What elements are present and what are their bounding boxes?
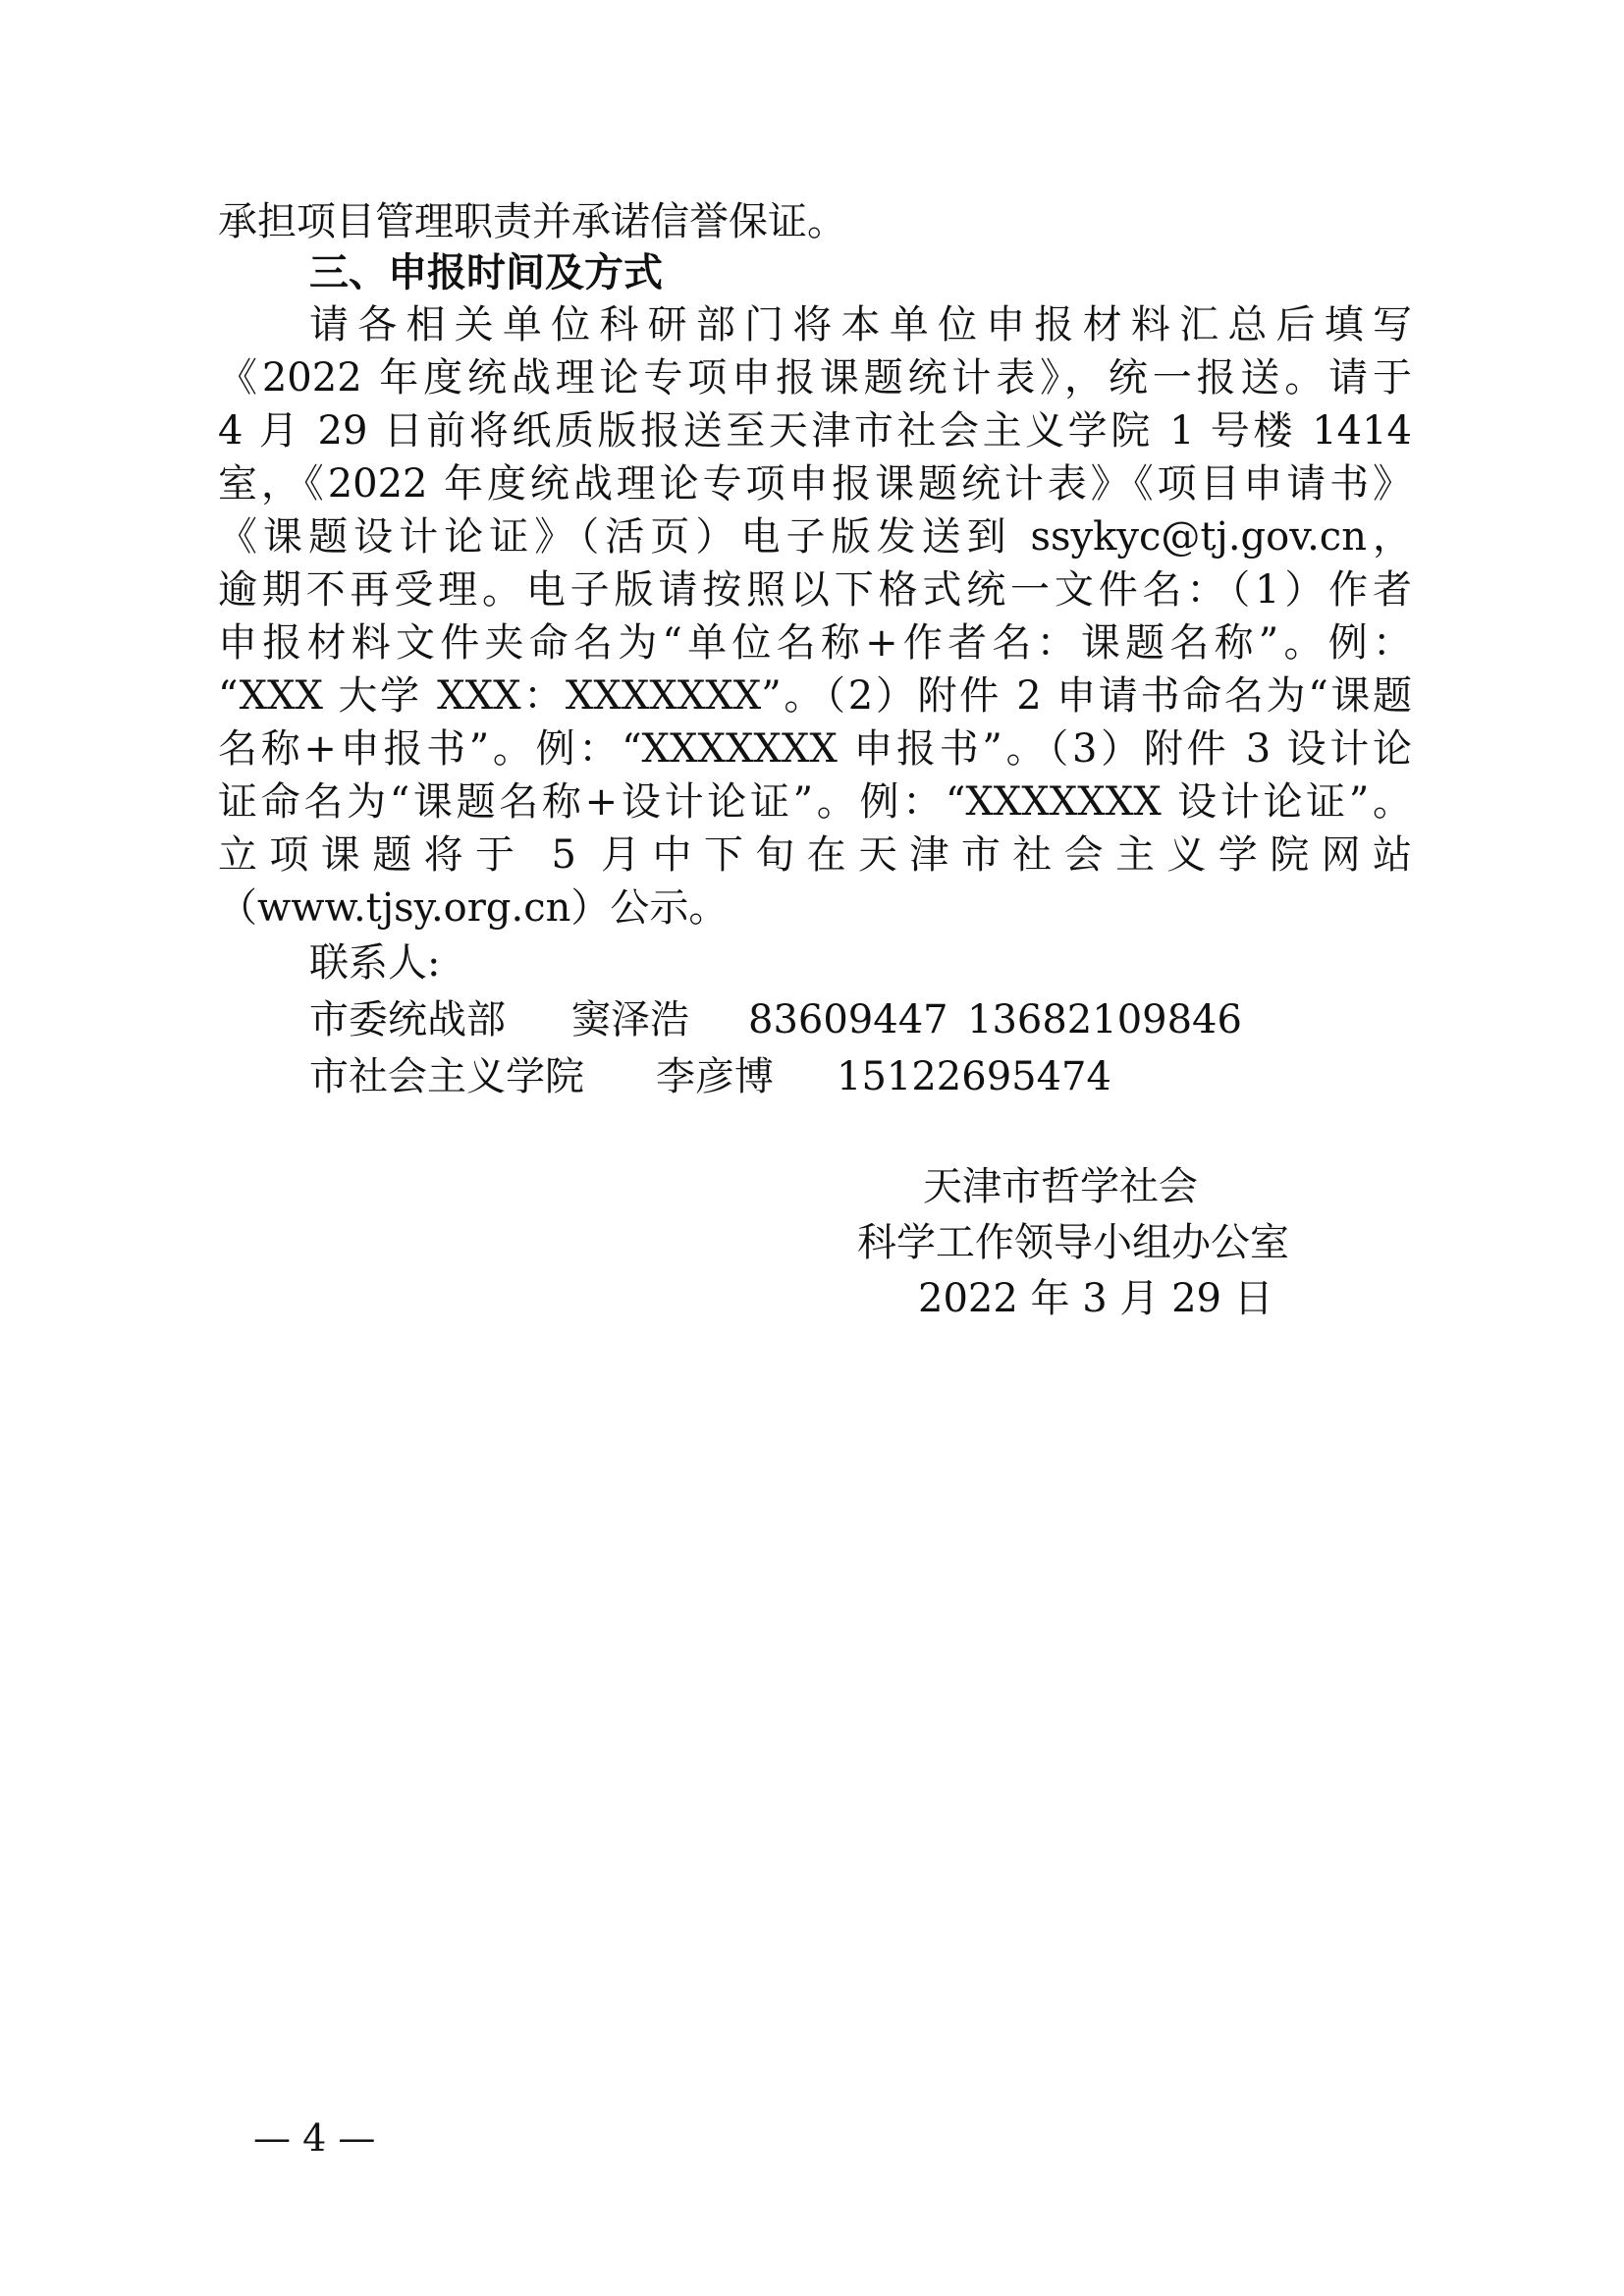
paragraph-line: （www.tjsy.org.cn）公示。: [218, 885, 729, 931]
paragraph-line: 承担项目管理职责并承诺信誉保证。: [218, 199, 846, 244]
contact-org: 市委统战部: [309, 997, 506, 1042]
contact-phone: 15122695474: [837, 1054, 1111, 1099]
section-heading: 三、申报时间及方式: [309, 250, 663, 295]
contact-name: 李彦博: [656, 1054, 774, 1099]
paragraph-line: 证命名为“课题名称+设计论证”。例：“XXXXXXX 设计论证”。: [218, 779, 1412, 825]
paragraph-line: 逾期不再受理。电子版请按照以下格式统一文件名：（1）作者: [218, 567, 1412, 613]
contact-org: 市社会主义学院: [309, 1054, 584, 1099]
signature-org-line1: 天津市哲学社会: [923, 1164, 1198, 1209]
paragraph-line: 立项课题将于 5 月中下旬在天津市社会主义学院网站: [218, 832, 1412, 878]
contact-phone: 83609447: [748, 997, 948, 1042]
signature-date: 2022 年 3 月 29 日: [918, 1276, 1273, 1321]
paragraph-line: 4 月 29 日前将纸质版报送至天津市社会主义学院 1 号楼 1414: [218, 408, 1412, 454]
signature-org-line2: 科学工作领导小组办公室: [857, 1220, 1289, 1265]
paragraph-line: 《课题设计论证》（活页）电子版发送到 ssykyc@tj.gov.cn，: [218, 514, 1412, 560]
paragraph-line: 请各相关单位科研部门将本单位申报材料汇总后填写: [309, 302, 1412, 347]
paragraph-line: 室，《2022 年度统战理论专项申报课题统计表》《项目申请书》: [218, 461, 1412, 507]
paragraph-line: 名称+申报书”。例：“XXXXXXX 申报书”。（3）附件 3 设计论: [218, 726, 1412, 772]
paragraph-line: “XXX 大学 XXX：XXXXXXX”。（2）附件 2 申请书命名为“课题: [218, 673, 1412, 719]
contact-phone: 13682109846: [967, 997, 1242, 1042]
contacts-label: 联系人:: [309, 940, 441, 986]
paragraph-line: 申报材料文件夹命名为“单位名称+作者名：课题名称”。例：: [218, 620, 1412, 666]
page-number: — 4 —: [253, 2116, 376, 2160]
contact-name: 窦泽浩: [571, 997, 689, 1042]
paragraph-line: 《2022 年度统战理论专项申报课题统计表》，统一报送。请于: [218, 355, 1412, 400]
